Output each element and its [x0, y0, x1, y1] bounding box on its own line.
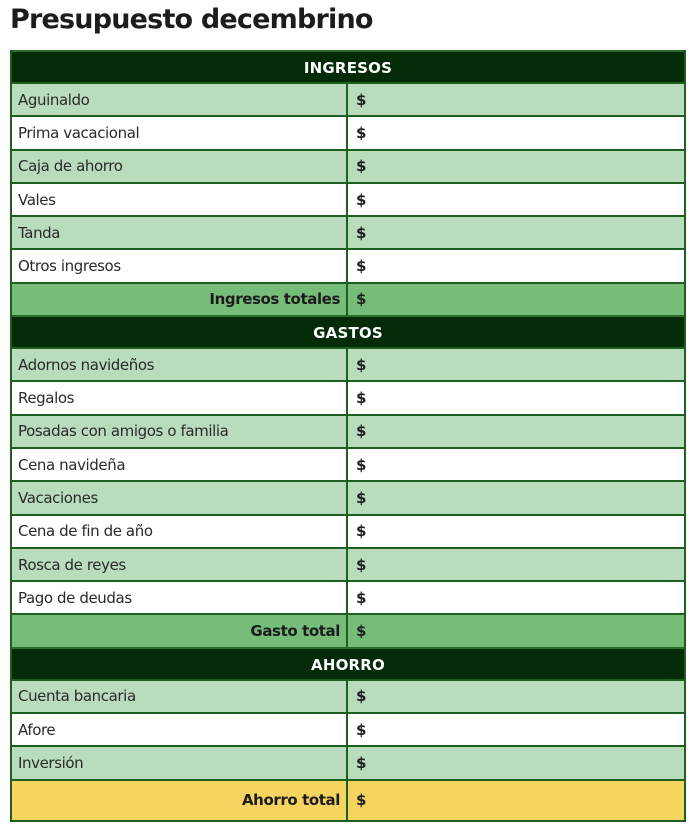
dollar-sign: $: [356, 389, 367, 408]
table-row: [12, 712, 684, 745]
dollar-sign: $: [356, 687, 367, 706]
table-row: [12, 149, 684, 182]
amount-cell[interactable]: [348, 151, 684, 182]
dollar-sign: $: [356, 123, 367, 142]
dollar-sign: $: [356, 355, 367, 374]
row-label: Otros ingresos: [12, 250, 348, 281]
row-label: Prima vacacional: [12, 117, 348, 148]
table-row: [12, 82, 684, 115]
row-label: Tanda: [12, 217, 348, 248]
dollar-sign: $: [356, 257, 367, 276]
table-row: [12, 414, 684, 447]
total-label: Gasto total: [12, 615, 348, 646]
table-row: [12, 580, 684, 613]
dollar-sign: $: [356, 753, 367, 772]
amount-cell[interactable]: [348, 250, 684, 281]
dollar-sign: $: [356, 522, 367, 541]
amount-cell[interactable]: [348, 117, 684, 148]
table-row: [12, 248, 684, 281]
row-label: Inversión: [12, 747, 348, 778]
dollar-sign: $: [356, 555, 367, 574]
amount-cell[interactable]: [348, 582, 684, 613]
table-row: [12, 547, 684, 580]
dollar-sign: $: [356, 622, 367, 641]
dollar-sign: $: [356, 422, 367, 441]
amount-cell[interactable]: [348, 714, 684, 745]
row-label: Afore: [12, 714, 348, 745]
amount-cell[interactable]: [348, 184, 684, 215]
table-row: [12, 182, 684, 215]
total-label: Ahorro total: [12, 781, 348, 820]
amount-cell[interactable]: [348, 482, 684, 513]
table-row: [12, 380, 684, 413]
total-amount-cell[interactable]: [348, 781, 684, 820]
page-title: Presupuesto decembrino: [10, 4, 373, 35]
total-label: Ingresos totales: [12, 284, 348, 315]
section-header-gastos: GASTOS: [12, 315, 684, 347]
dollar-sign: $: [356, 157, 367, 176]
amount-cell[interactable]: [348, 416, 684, 447]
subtotal-row-ingresos: [12, 282, 684, 315]
amount-cell[interactable]: [348, 747, 684, 778]
amount-cell[interactable]: [348, 681, 684, 712]
amount-cell[interactable]: [348, 382, 684, 413]
table-row: [12, 745, 684, 778]
subtotal-row-gastos: [12, 613, 684, 646]
dollar-sign: $: [356, 588, 367, 607]
table-row: [12, 679, 684, 712]
row-label: Cuenta bancaria: [12, 681, 348, 712]
table-row: [12, 215, 684, 248]
table-row: [12, 115, 684, 148]
dollar-sign: $: [356, 791, 367, 810]
dollar-sign: $: [356, 290, 367, 309]
row-label: Caja de ahorro: [12, 151, 348, 182]
table-row: [12, 514, 684, 547]
row-label: Rosca de reyes: [12, 549, 348, 580]
dollar-sign: $: [356, 223, 367, 242]
table-row: [12, 347, 684, 380]
table-row: [12, 447, 684, 480]
amount-cell[interactable]: [348, 549, 684, 580]
section-header-ingresos: INGRESOS: [12, 50, 684, 82]
amount-cell[interactable]: [348, 84, 684, 115]
amount-cell[interactable]: [348, 449, 684, 480]
dollar-sign: $: [356, 455, 367, 474]
row-label: Posadas con amigos o familia: [12, 416, 348, 447]
budget-table: [10, 50, 686, 822]
row-label: Adornos navideños: [12, 349, 348, 380]
dollar-sign: $: [356, 488, 367, 507]
grand-total-row-ahorro: [12, 779, 684, 820]
total-amount-cell[interactable]: [348, 615, 684, 646]
amount-cell[interactable]: [348, 349, 684, 380]
row-label: Vales: [12, 184, 348, 215]
amount-cell[interactable]: [348, 217, 684, 248]
row-label: Pago de deudas: [12, 582, 348, 613]
amount-cell[interactable]: [348, 516, 684, 547]
row-label: Regalos: [12, 382, 348, 413]
dollar-sign: $: [356, 190, 367, 209]
row-label: Vacaciones: [12, 482, 348, 513]
total-amount-cell[interactable]: [348, 284, 684, 315]
dollar-sign: $: [356, 720, 367, 739]
row-label: Cena de fin de año: [12, 516, 348, 547]
row-label: Cena navideña: [12, 449, 348, 480]
table-row: [12, 480, 684, 513]
row-label: Aguinaldo: [12, 84, 348, 115]
section-header-ahorro: AHORRO: [12, 647, 684, 679]
dollar-sign: $: [356, 90, 367, 109]
